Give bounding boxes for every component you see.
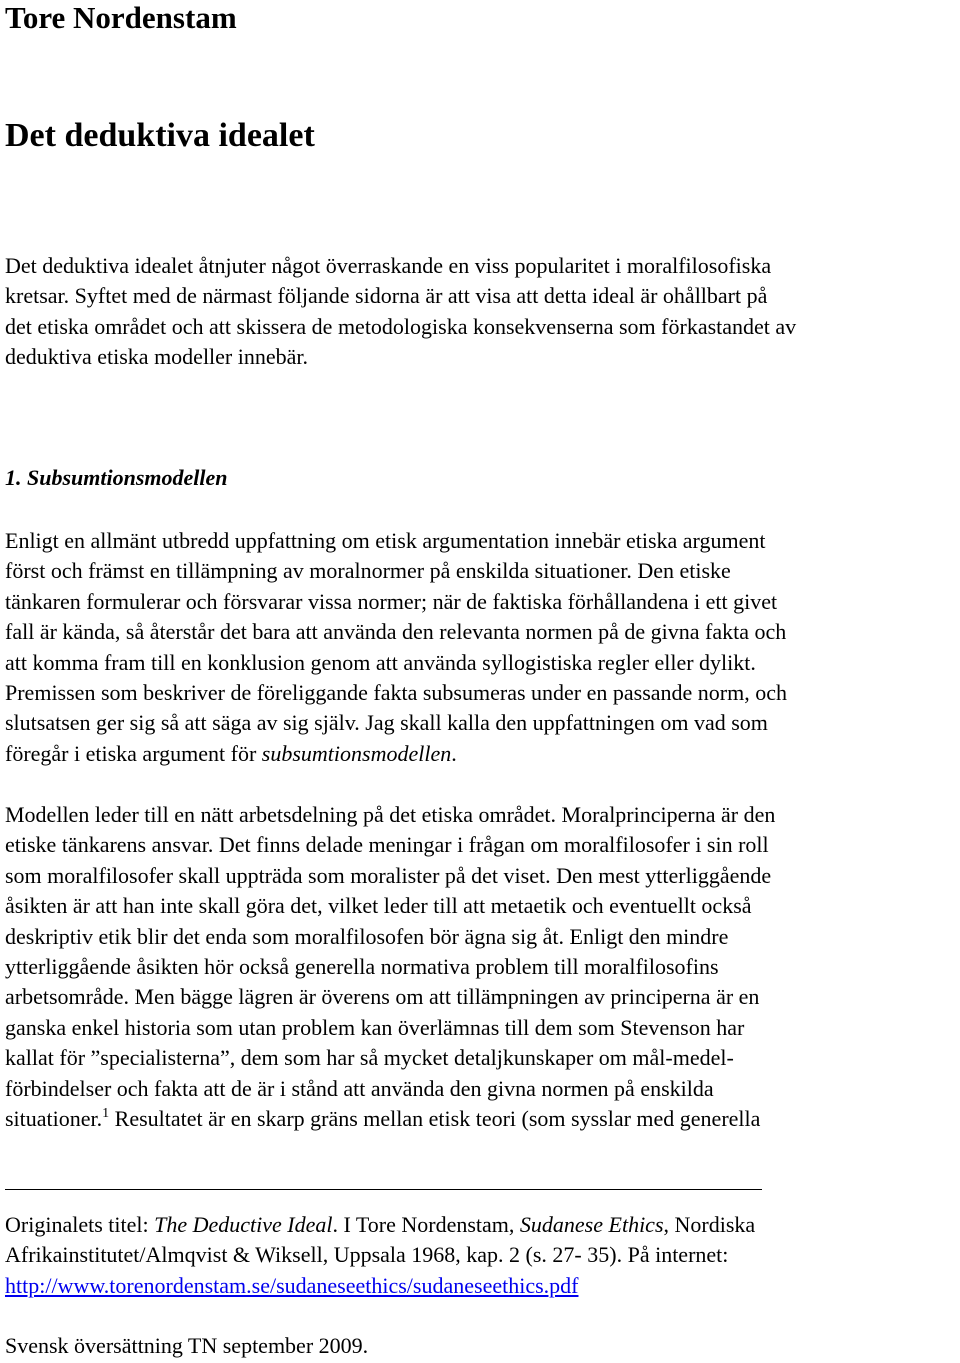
footnote-line: [5, 1210, 960, 1240]
paragraph-line: ganska enkel historia som utan problem kan överlämnas till dem som Stevenson har: [5, 1014, 745, 1040]
text-run: föregår i etiska argument för: [5, 740, 262, 766]
intro-line: deduktiva etiska modeller innebär.: [5, 344, 309, 370]
intro-line: det etiska området och att skissera de metodologiska konsekvenserna som förkastandet av: [5, 313, 797, 339]
original-title: The Deductive Ideal: [154, 1212, 333, 1237]
paragraph-line-last: [5, 1104, 960, 1134]
translation-note: Svensk översättning TN september 2009.: [5, 1333, 369, 1358]
text-run: Resultatet är en skarp gräns mellan etisk teori (som sysslar med generella: [109, 1106, 761, 1132]
paragraph-line: fall är kända, så återstår det bara att använda den relevanta normen på de givna fakta och: [5, 619, 787, 645]
footnote-separator: [5, 1189, 762, 1190]
footnote: [5, 1210, 960, 1301]
paragraph-line: Modellen leder till en nätt arbetsdelning på det etiska området. Moralprinciperna är den: [5, 802, 776, 827]
intro-line: kretsar. Syftet med de närmast följande sidorna är att visa att detta ideal är ohållbart på: [5, 283, 768, 309]
paragraph-line-last: [5, 739, 960, 769]
paragraph-line: som moralfilosofer skall uppträda som moralister på det viset. Den mest ytterliggående: [5, 862, 772, 888]
section-paragraph-2: [5, 800, 960, 1134]
paragraph-line: först och främst en tillämpning av moralnormer på enskilda situationer. Den etiske: [5, 558, 731, 584]
paragraph-line: etiske tänkarens ansvar. Det finns delade meningar i frågan om moralfilosofer i sin roll: [5, 832, 769, 858]
intro-line: Det deduktiva idealet åtnjuter något överraskande en viss popularitet i moralfilosofiska: [5, 253, 772, 278]
source-url-link[interactable]: http://www.torenordenstam.se/sudaneseethics/sudaneseethics.pdf: [5, 1272, 579, 1298]
footnote-line: Afrikainstitutet/Almqvist & Wiksell, Uppsala 1968, kap. 2 (s. 27- 35). På internet:: [5, 1242, 729, 1268]
paragraph-line: Premissen som beskriver de föreliggande fakta subsumeras under en passande norm, och: [5, 680, 787, 706]
text-run: Originalets titel:: [5, 1212, 155, 1237]
paragraph-line: Enligt en allmänt utbredd uppfattning om etisk argumentation innebär etiska argument: [5, 528, 766, 553]
text-run: , Nordiska: [663, 1212, 756, 1237]
author-name: Tore Nordenstam: [5, 0, 237, 35]
paragraph-line: åsikten är att han inte skall göra det, vilket leder till att metaetik och eventuellt också: [5, 893, 752, 919]
paragraph-line: kallat för ”specialisterna”, dem som har så mycket detaljkunskaper om mål-medel-: [5, 1045, 734, 1071]
text-run: situationer.: [5, 1106, 103, 1132]
paragraph-line: att komma fram till en konklusion genom att använda syllogistiska regler eller dylikt.: [5, 649, 756, 675]
paragraph-line: tänkaren formulerar och försvarar vissa normer; när de faktiska förhållandena i ett givet: [5, 588, 778, 614]
text-run: . I Tore Nordenstam,: [332, 1212, 520, 1237]
footnote-line: [5, 1271, 960, 1301]
paragraph-line: deskriptiv etik blir det enda som moralfilosofen bör ägna sig åt. Enligt den mindre: [5, 923, 729, 949]
text-run: .: [451, 740, 457, 766]
section-paragraph-1: [5, 526, 960, 769]
paragraph-line: ytterliggående åsikten hör också generella normativa problem till moralfilosofins: [5, 954, 719, 980]
book-title: Sudanese Ethics: [519, 1212, 664, 1237]
model-term: subsumtionsmodellen: [261, 740, 452, 766]
document-title: Det deduktiva idealet: [5, 117, 315, 154]
paragraph-line: slutsatsen ger sig så att säga av sig själv. Jag skall kalla den uppfattningen om vad som: [5, 710, 768, 736]
footnote-marker[interactable]: 1: [102, 1106, 110, 1122]
intro-paragraph: [5, 251, 960, 373]
paragraph-line: arbetsområde. Men bägge lägren är överens om att tillämpningen av principerna är en: [5, 984, 760, 1010]
paragraph-line: förbindelser och fakta att de är i stånd att använda den givna normen på enskilda: [5, 1075, 714, 1101]
section-heading: 1. Subsumtionsmodellen: [5, 465, 228, 490]
